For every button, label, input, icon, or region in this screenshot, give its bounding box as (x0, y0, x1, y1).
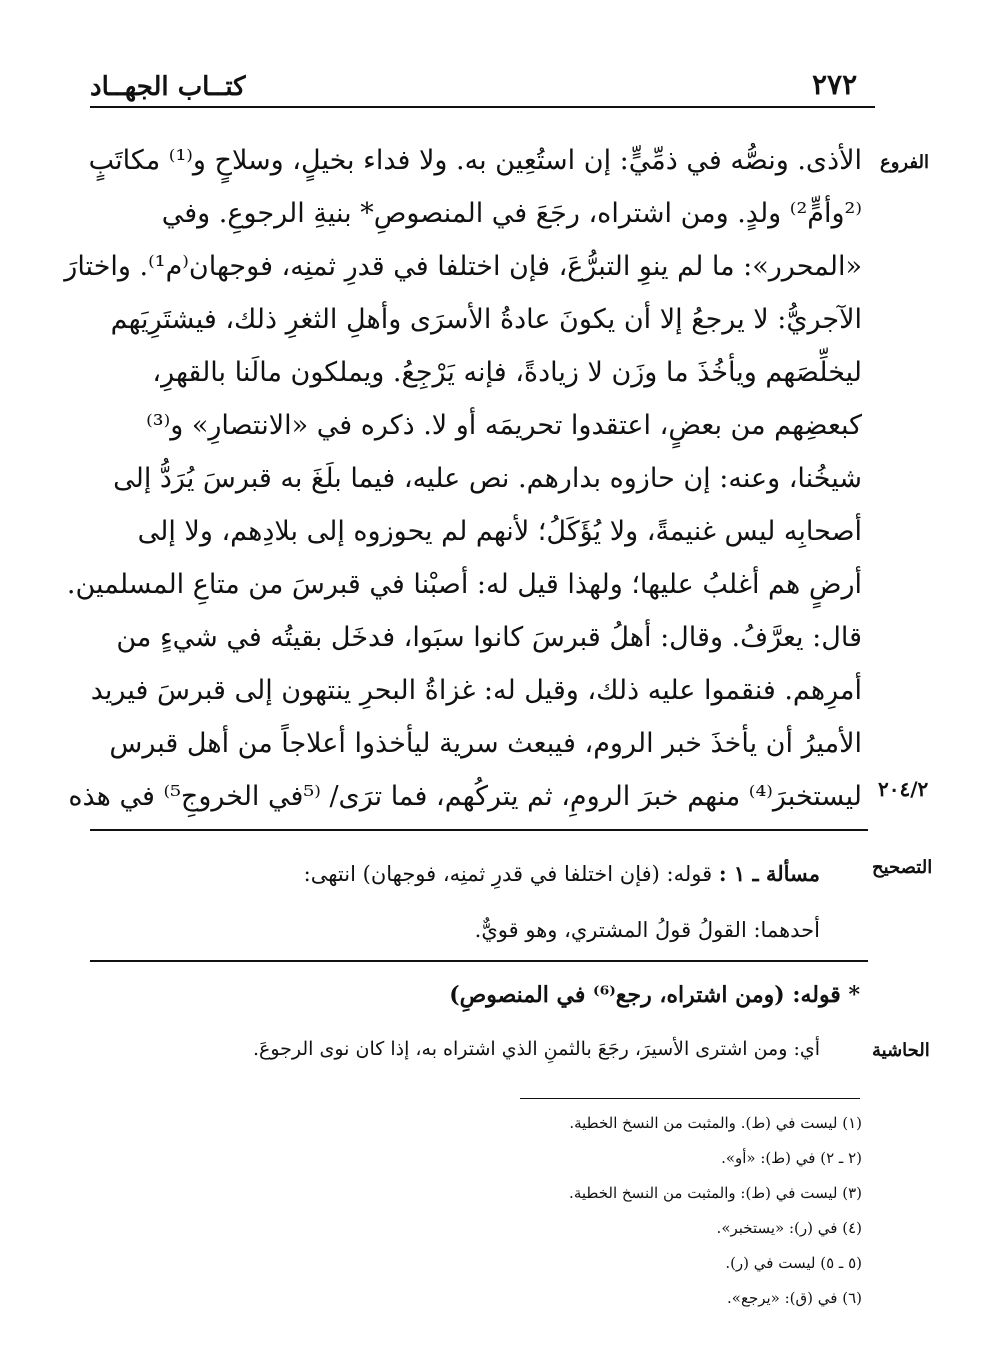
tashih-section (300, 846, 820, 958)
footnote: (٣) ليست في (ط): والمثبت من النسخ الخطية. (569, 1184, 862, 1202)
footnote: (٤) في (ر): «يستخبر». (716, 1219, 862, 1237)
main-text-line: ليخلِّصَهم ويأخُذَ ما وزَن لا زيادةً، فإنه يَرْجِعُ. ويملكون مالَنا بالقهرِ، (152, 357, 862, 388)
section-label-hashiya: الحاشية (872, 1040, 930, 1061)
page-number: ٢٧٢ (812, 68, 858, 101)
main-text-line: الآجريُّ: لا يرجعُ إلا أن يكونَ عادةُ الأسرَى وأهلِ الثغرِ ذلك، فيشتَرِيَهم (110, 304, 862, 335)
tashih-heading: مسألة ـ ١ : (718, 861, 820, 886)
main-text-line: الأذى. ونصُّه في ذمِّيٍّ: إن استُعِين به. ولا فداء بخيلٍ، وسلاحٍ و⁽¹⁾ مكاتَبٍ (88, 145, 862, 176)
tashih-text: قوله: (فإن اختلفا في قدرِ ثمنِه، فوجهان) انتهى: (303, 862, 713, 886)
main-text-line: قال: يعرَّفُ. وقال: أهلُ قبرسَ كانوا سبَوا، فدخَل بقيتُه في شيءٍ من (116, 622, 862, 653)
tashih-line: أحدهما: القولُ قولُ المشتري، وهو قويٌّ. (474, 918, 820, 942)
section-label-furu: الفروع (880, 152, 929, 173)
header-rule (90, 106, 875, 108)
hashiya-text: أي: ومن اشترى الأسيرَ، رجَعَ بالثمنِ الذي اشتراه به، إذا كان نوى الرجوعَ. (252, 1038, 820, 1060)
footnotes (300, 1106, 862, 1316)
footnote: (٢ ـ ٢) في (ط): «أو». (721, 1149, 862, 1167)
section-divider (90, 960, 868, 962)
main-text-line: «المحرر»: ما لم ينوِ التبرُّعَ، فإن اختلفا في قدرِ ثمنِه، فوجهان⁽م¹⁾. واختارَ (64, 251, 862, 282)
tashih-line (300, 846, 820, 902)
main-text-line: ⁽²وأمٍّ²⁾ ولدٍ. ومن اشتراه، رجَعَ في المنصوصِ* بنيةِ الرجوعِ. وفي (161, 198, 862, 229)
hashiya-quote: * قوله: (ومن اشتراه، رجع⁽⁶⁾ في المنصوصِ) (449, 982, 860, 1008)
volume-page-reference: ٢٠٤/٢ (878, 777, 929, 801)
section-divider (90, 829, 868, 831)
main-text-line: شيخُنا، وعنه: إن حازوه بدارهم. نص عليه، فيما بلَغَ به قبرسَ يُرَدُّ إلى (113, 463, 862, 494)
main-text-line: كبعضِهم من بعضٍ، اعتقدوا تحريمَه أو لا. ذكره في «الانتصارِ» و⁽³⁾ (146, 410, 862, 441)
main-text-line: ليستخبرَ⁽⁴⁾ منهم خبرَ الرومِ، ثم يتركُهم، فما ترَى/ ⁽⁵في الخروجِ⁵⁾ في هذه (68, 781, 862, 812)
main-text-line: أرضٍ هم أغلبُ عليها؛ ولهذا قيل له: أصبْنا في قبرسَ من متاعِ المسلمين. (66, 569, 862, 600)
footnote: (٥ ـ ٥) ليست في (ر). (725, 1254, 862, 1272)
main-text-line: أمرِهم. فنقموا عليه ذلك، وقيل له: غزاةُ البحرِ ينتهون إلى قبرسَ فيريد (90, 675, 862, 706)
footnote: (١) ليست في (ط). والمثبت من النسخ الخطية. (569, 1114, 862, 1132)
main-text (64, 134, 862, 823)
footnote: (٦) في (ق): «يرجع». (727, 1289, 862, 1307)
footnote-divider (520, 1098, 860, 1099)
main-text-line: أصحابِه ليس غنيمةً، ولا يُؤَكَلُ؛ لأنهم لم يحوزوه إلى بلادِهم، ولا إلى (137, 516, 862, 547)
running-header-title: كتــاب الجهــاد (90, 72, 246, 102)
main-text-line: الأميرُ أن يأخذَ خبر الروم، فيبعث سرية ليأخذوا أعلاجاً من أهل قبرس (109, 728, 862, 759)
section-label-tashih: التصحيح (872, 857, 933, 878)
